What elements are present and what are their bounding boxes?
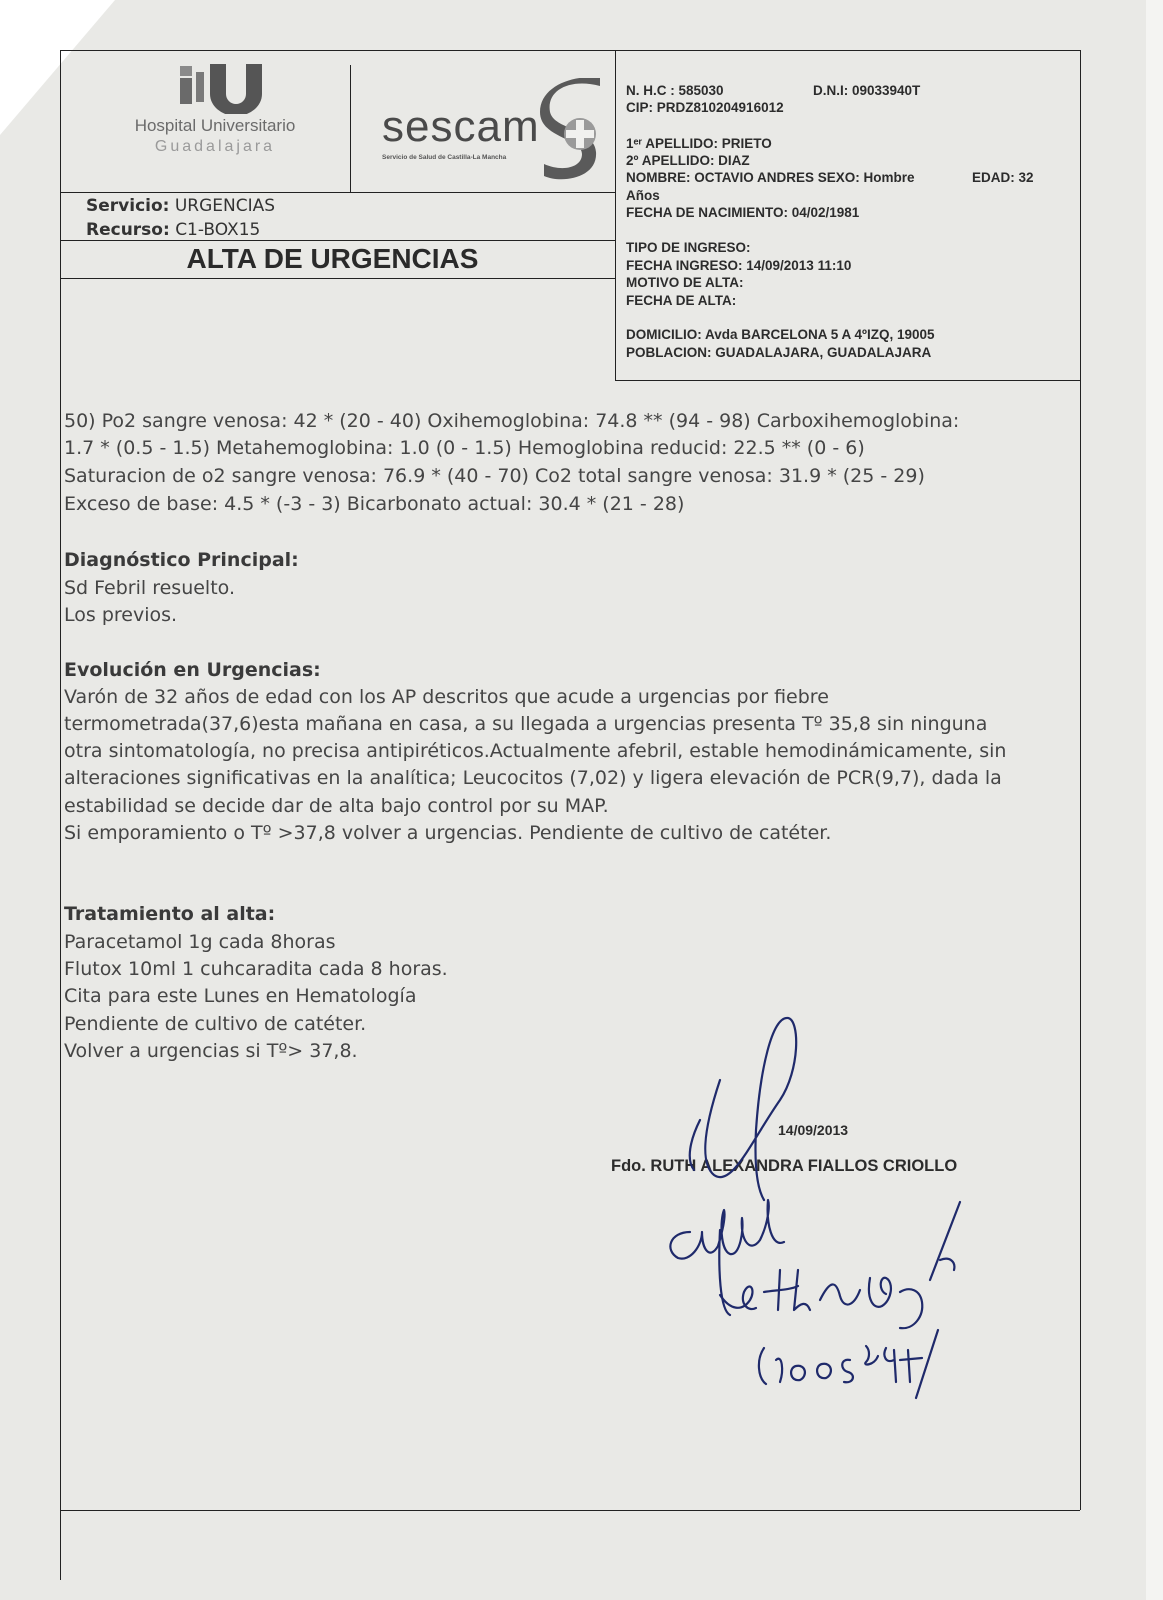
patient-apellido1: 1ᵉʳ APELLIDO: PRIETO	[626, 136, 772, 151]
hospital-emblem-icon	[172, 62, 262, 114]
signature-date: 14/09/2013	[778, 1122, 849, 1138]
patient-panel-left	[615, 50, 616, 380]
patient-dni: D.N.I: 09033940T	[813, 83, 921, 98]
handwritten-signatures	[660, 1010, 990, 1410]
patient-tipo-ingreso: TIPO DE INGRESO:	[626, 240, 751, 255]
sescam-subtitle: Servicio de Salud de Castilla-La Mancha	[382, 154, 507, 161]
recurso-line	[86, 220, 260, 240]
patient-nhc: N. H.C : 585030	[626, 83, 724, 98]
patient-apellido2: 2º APELLIDO: DIAZ	[626, 153, 750, 168]
patient-fecha-nacimiento: FECHA DE NACIMIENTO: 04/02/1981	[626, 205, 860, 220]
evolucion-line: termometrada(37,6)esta mañana en casa, a su llegada a urgencias presenta Tº 35,8 sin ninguna	[64, 713, 988, 735]
folded-corner	[0, 0, 115, 135]
patient-panel-bottom	[615, 380, 1080, 381]
signatory-name: Fdo. RUTH ALEXANDRA FIALLOS CRIOLLO	[611, 1157, 958, 1175]
recurso-value: C1-BOX15	[175, 220, 261, 240]
patient-nombre: NOMBRE: OCTAVIO ANDRES SEXO: Hombre	[626, 170, 915, 185]
frame-top	[60, 50, 1080, 51]
lab-line: Saturacion de o2 sangre venosa: 76.9 * (40 - 70) Co2 total sangre venosa: 31.9 * (25 - 29)	[64, 465, 925, 487]
header-rule-3	[60, 278, 615, 279]
lab-line: 1.7 * (0.5 - 1.5) Metahemoglobina: 1.0 (0 - 1.5) Hemoglobina reducid: 22.5 ** (0 - 6)	[64, 437, 865, 459]
sescam-cross-icon	[540, 78, 604, 188]
tratamiento-heading: Tratamiento al alta:	[64, 903, 276, 925]
patient-domicilio: DOMICILIO: Avda BARCELONA 5 A 4ºIZQ, 19005	[626, 327, 935, 342]
tratamiento-line: Cita para este Lunes en Hematología	[64, 985, 417, 1007]
logo-divider	[350, 65, 351, 192]
patient-poblacion: POBLACION: GUADALAJARA, GUADALAJARA	[626, 345, 932, 360]
header-rule-1	[60, 192, 615, 193]
patient-motivo-alta: MOTIVO DE ALTA:	[626, 275, 744, 290]
hospital-city: Guadalajara	[154, 138, 276, 155]
tratamiento-line: Flutox 10ml 1 cuhcaradita cada 8 horas.	[64, 958, 448, 980]
diagnostico-line: Sd Febril resuelto.	[64, 577, 235, 599]
servicio-value: URGENCIAS	[174, 196, 276, 216]
frame-bottom	[60, 1510, 1080, 1511]
evolucion-line: Varón de 32 años de edad con los AP descritos que acude a urgencias por fiebre	[64, 686, 829, 708]
evolucion-line: Si emporamiento o Tº >37,8 volver a urgencias. Pendiente de cultivo de catéter.	[64, 822, 832, 844]
lab-line: Exceso de base: 4.5 * (-3 - 3) Bicarbonato actual: 30.4 * (21 - 28)	[64, 493, 685, 515]
patient-edad-unit: Años	[626, 188, 660, 203]
diagnostico-line: Los previos.	[64, 604, 178, 626]
hospital-name: Hospital Universitario	[134, 116, 296, 135]
hospital-logo	[120, 62, 310, 157]
frame-right	[1080, 50, 1081, 1510]
lab-line: 50) Po2 sangre venosa: 42 * (20 - 40) Oxihemoglobina: 74.8 ** (94 - 98) Carboxihemoglobina:	[64, 410, 960, 432]
patient-fecha-alta: FECHA DE ALTA:	[626, 293, 737, 308]
diagnostico-heading: Diagnóstico Principal:	[64, 549, 299, 571]
patient-edad: EDAD: 32	[972, 170, 1034, 185]
servicio-line	[86, 196, 275, 216]
tratamiento-line: Paracetamol 1g cada 8horas	[64, 931, 336, 953]
frame-left	[60, 50, 61, 1580]
evolucion-line: estabilidad se decide dar de alta bajo control por su MAP.	[64, 795, 609, 817]
document-title: ALTA DE URGENCIAS	[186, 243, 479, 274]
patient-fecha-ingreso: FECHA INGRESO: 14/09/2013 11:10	[626, 258, 852, 273]
recurso-label: Recurso:	[86, 220, 170, 240]
patient-cip: CIP: PRDZ810204916012	[626, 100, 784, 115]
scan-margin	[1146, 0, 1163, 1600]
tratamiento-line: Volver a urgencias si Tº> 37,8.	[64, 1040, 358, 1062]
evolucion-heading: Evolución en Urgencias:	[64, 659, 321, 681]
evolucion-line: alteraciones significativas en la analítica; Leucocitos (7,02) y ligera elevación de PCR(9,7), dada la	[64, 767, 1002, 789]
tratamiento-line: Pendiente de cultivo de catéter.	[64, 1013, 367, 1035]
header-rule-2	[60, 240, 615, 241]
evolucion-line: otra sintomatología, no precisa antipiréticos.Actualmente afebril, estable hemodinámicamente, sin	[64, 740, 1007, 762]
servicio-label: Servicio:	[86, 196, 170, 216]
sescam-wordmark: sescam	[382, 102, 540, 151]
